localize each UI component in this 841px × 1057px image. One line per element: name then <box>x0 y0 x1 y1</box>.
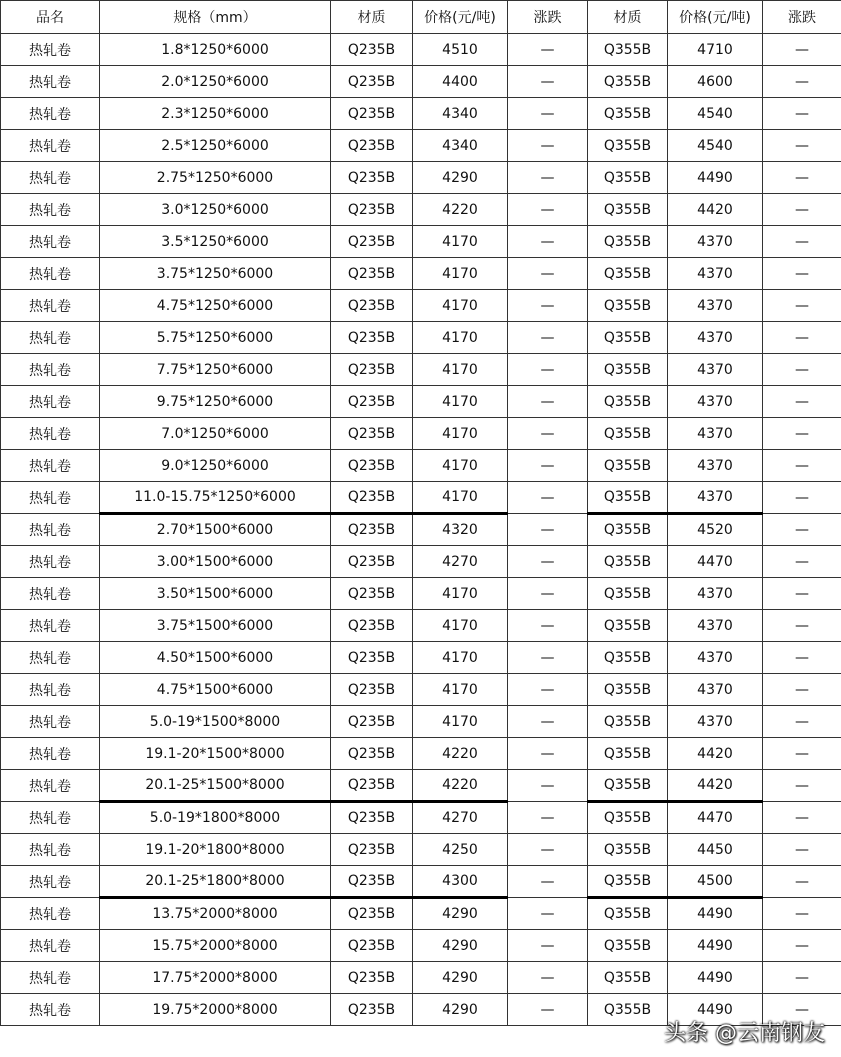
cell-spec: 3.00*1500*6000 <box>100 546 331 578</box>
header-material-1: 材质 <box>331 1 413 34</box>
cell-change-2: — <box>763 418 841 450</box>
cell-spec: 1.8*1250*6000 <box>100 34 331 66</box>
cell-spec: 9.0*1250*6000 <box>100 450 331 482</box>
cell-material-2: Q355B <box>588 258 668 290</box>
cell-spec: 2.70*1500*6000 <box>100 514 331 546</box>
cell-change-1: — <box>508 706 588 738</box>
cell-change-2: — <box>763 706 841 738</box>
cell-change-1: — <box>508 66 588 98</box>
cell-product: 热轧卷 <box>1 162 100 194</box>
cell-change-2: — <box>763 578 841 610</box>
cell-material-2: Q355B <box>588 130 668 162</box>
cell-material-1: Q235B <box>331 194 413 226</box>
cell-price-1: 4270 <box>413 802 508 834</box>
cell-change-2: — <box>763 930 841 962</box>
cell-material-1: Q235B <box>331 610 413 642</box>
cell-price-1: 4340 <box>413 130 508 162</box>
cell-change-1: — <box>508 194 588 226</box>
cell-spec: 4.75*1500*6000 <box>100 674 331 706</box>
table-row <box>1 354 841 386</box>
cell-change-2: — <box>763 642 841 674</box>
cell-material-1: Q235B <box>331 162 413 194</box>
cell-spec: 5.0-19*1800*8000 <box>100 802 331 834</box>
cell-spec: 2.3*1250*6000 <box>100 98 331 130</box>
cell-product: 热轧卷 <box>1 194 100 226</box>
cell-price-2: 4470 <box>668 546 763 578</box>
cell-material-2: Q355B <box>588 866 668 898</box>
cell-change-1: — <box>508 130 588 162</box>
cell-product: 热轧卷 <box>1 642 100 674</box>
cell-spec: 20.1-25*1500*8000 <box>100 770 331 802</box>
table-row <box>1 738 841 770</box>
cell-price-1: 4170 <box>413 610 508 642</box>
cell-material-2: Q355B <box>588 514 668 546</box>
cell-material-2: Q355B <box>588 98 668 130</box>
table-row <box>1 546 841 578</box>
cell-product: 热轧卷 <box>1 770 100 802</box>
cell-spec: 11.0-15.75*1250*6000 <box>100 482 331 514</box>
cell-product: 热轧卷 <box>1 514 100 546</box>
cell-price-2: 4490 <box>668 898 763 930</box>
cell-price-2: 4370 <box>668 322 763 354</box>
cell-spec: 5.75*1250*6000 <box>100 322 331 354</box>
cell-product: 热轧卷 <box>1 898 100 930</box>
cell-change-1: — <box>508 514 588 546</box>
cell-spec: 19.1-20*1500*8000 <box>100 738 331 770</box>
cell-change-2: — <box>763 546 841 578</box>
cell-spec: 19.75*2000*8000 <box>100 994 331 1026</box>
cell-price-2: 4370 <box>668 482 763 514</box>
cell-price-1: 4220 <box>413 770 508 802</box>
cell-spec: 15.75*2000*8000 <box>100 930 331 962</box>
cell-change-1: — <box>508 738 588 770</box>
cell-material-1: Q235B <box>331 770 413 802</box>
cell-material-1: Q235B <box>331 258 413 290</box>
cell-change-1: — <box>508 386 588 418</box>
cell-change-1: — <box>508 162 588 194</box>
cell-change-2: — <box>763 802 841 834</box>
cell-price-1: 4290 <box>413 994 508 1026</box>
cell-change-2: — <box>763 514 841 546</box>
cell-material-1: Q235B <box>331 962 413 994</box>
cell-product: 热轧卷 <box>1 546 100 578</box>
cell-change-1: — <box>508 322 588 354</box>
cell-price-2: 4490 <box>668 930 763 962</box>
table-row <box>1 34 841 66</box>
cell-material-1: Q235B <box>331 834 413 866</box>
cell-material-1: Q235B <box>331 578 413 610</box>
table-row <box>1 194 841 226</box>
cell-product: 热轧卷 <box>1 930 100 962</box>
cell-material-1: Q235B <box>331 66 413 98</box>
cell-product: 热轧卷 <box>1 834 100 866</box>
cell-price-2: 4370 <box>668 290 763 322</box>
cell-spec: 4.75*1250*6000 <box>100 290 331 322</box>
cell-price-1: 4290 <box>413 930 508 962</box>
cell-change-1: — <box>508 546 588 578</box>
cell-price-2: 4420 <box>668 738 763 770</box>
cell-price-1: 4170 <box>413 322 508 354</box>
cell-price-1: 4170 <box>413 258 508 290</box>
header-row <box>1 1 841 34</box>
cell-price-1: 4170 <box>413 386 508 418</box>
cell-material-1: Q235B <box>331 418 413 450</box>
cell-product: 热轧卷 <box>1 866 100 898</box>
cell-change-2: — <box>763 482 841 514</box>
cell-change-1: — <box>508 898 588 930</box>
cell-price-1: 4510 <box>413 34 508 66</box>
cell-spec: 4.50*1500*6000 <box>100 642 331 674</box>
cell-change-2: — <box>763 994 841 1026</box>
cell-product: 热轧卷 <box>1 258 100 290</box>
cell-material-2: Q355B <box>588 546 668 578</box>
cell-change-2: — <box>763 450 841 482</box>
cell-material-1: Q235B <box>331 290 413 322</box>
cell-price-1: 4170 <box>413 578 508 610</box>
table-row <box>1 322 841 354</box>
cell-price-1: 4170 <box>413 226 508 258</box>
cell-price-2: 4370 <box>668 578 763 610</box>
cell-material-2: Q355B <box>588 706 668 738</box>
table-row <box>1 66 841 98</box>
cell-material-1: Q235B <box>331 642 413 674</box>
cell-price-1: 4340 <box>413 98 508 130</box>
cell-change-2: — <box>763 674 841 706</box>
header-price-1: 价格(元/吨) <box>413 1 508 34</box>
table-row <box>1 386 841 418</box>
cell-product: 热轧卷 <box>1 66 100 98</box>
cell-change-2: — <box>763 962 841 994</box>
cell-material-1: Q235B <box>331 386 413 418</box>
header-price-2: 价格(元/吨) <box>668 1 763 34</box>
cell-price-2: 4370 <box>668 610 763 642</box>
cell-material-1: Q235B <box>331 514 413 546</box>
table-row <box>1 962 841 994</box>
cell-change-2: — <box>763 130 841 162</box>
cell-change-1: — <box>508 802 588 834</box>
cell-change-1: — <box>508 34 588 66</box>
cell-change-2: — <box>763 354 841 386</box>
cell-spec: 3.0*1250*6000 <box>100 194 331 226</box>
cell-material-2: Q355B <box>588 418 668 450</box>
cell-price-1: 4170 <box>413 642 508 674</box>
cell-change-1: — <box>508 930 588 962</box>
cell-change-1: — <box>508 770 588 802</box>
cell-price-2: 4370 <box>668 674 763 706</box>
cell-product: 热轧卷 <box>1 354 100 386</box>
cell-material-1: Q235B <box>331 706 413 738</box>
cell-price-2: 4370 <box>668 706 763 738</box>
cell-change-2: — <box>763 258 841 290</box>
cell-material-2: Q355B <box>588 578 668 610</box>
cell-price-2: 4500 <box>668 866 763 898</box>
table-row <box>1 930 841 962</box>
cell-price-1: 4300 <box>413 866 508 898</box>
cell-price-2: 4600 <box>668 66 763 98</box>
cell-material-1: Q235B <box>331 930 413 962</box>
cell-spec: 17.75*2000*8000 <box>100 962 331 994</box>
cell-change-2: — <box>763 834 841 866</box>
cell-material-2: Q355B <box>588 930 668 962</box>
cell-product: 热轧卷 <box>1 674 100 706</box>
cell-product: 热轧卷 <box>1 386 100 418</box>
cell-change-2: — <box>763 610 841 642</box>
cell-price-1: 4170 <box>413 674 508 706</box>
cell-price-2: 4370 <box>668 258 763 290</box>
cell-price-1: 4170 <box>413 706 508 738</box>
cell-material-2: Q355B <box>588 898 668 930</box>
cell-material-1: Q235B <box>331 34 413 66</box>
cell-product: 热轧卷 <box>1 802 100 834</box>
cell-change-1: — <box>508 450 588 482</box>
cell-price-2: 4370 <box>668 226 763 258</box>
table-row <box>1 226 841 258</box>
cell-material-2: Q355B <box>588 994 668 1026</box>
cell-change-2: — <box>763 226 841 258</box>
cell-spec: 3.75*1500*6000 <box>100 610 331 642</box>
table-row <box>1 802 841 834</box>
cell-price-1: 4400 <box>413 66 508 98</box>
cell-price-2: 4370 <box>668 642 763 674</box>
cell-price-1: 4170 <box>413 290 508 322</box>
cell-change-1: — <box>508 642 588 674</box>
cell-spec: 2.0*1250*6000 <box>100 66 331 98</box>
cell-price-1: 4170 <box>413 418 508 450</box>
cell-material-2: Q355B <box>588 290 668 322</box>
cell-price-1: 4170 <box>413 482 508 514</box>
cell-price-1: 4170 <box>413 450 508 482</box>
cell-price-2: 4370 <box>668 386 763 418</box>
cell-change-1: — <box>508 610 588 642</box>
cell-change-2: — <box>763 386 841 418</box>
header-change-1: 涨跌 <box>508 1 588 34</box>
cell-spec: 2.75*1250*6000 <box>100 162 331 194</box>
cell-spec: 3.50*1500*6000 <box>100 578 331 610</box>
table-row <box>1 130 841 162</box>
table-row <box>1 98 841 130</box>
table-row <box>1 162 841 194</box>
cell-product: 热轧卷 <box>1 290 100 322</box>
table-row <box>1 866 841 898</box>
cell-price-1: 4320 <box>413 514 508 546</box>
cell-change-1: — <box>508 290 588 322</box>
cell-product: 热轧卷 <box>1 226 100 258</box>
table-row <box>1 642 841 674</box>
header-change-2: 涨跌 <box>763 1 841 34</box>
cell-material-2: Q355B <box>588 34 668 66</box>
cell-material-1: Q235B <box>331 802 413 834</box>
cell-price-2: 4540 <box>668 98 763 130</box>
cell-price-2: 4490 <box>668 162 763 194</box>
cell-change-1: — <box>508 994 588 1026</box>
cell-material-2: Q355B <box>588 738 668 770</box>
cell-price-2: 4540 <box>668 130 763 162</box>
cell-material-1: Q235B <box>331 322 413 354</box>
cell-product: 热轧卷 <box>1 706 100 738</box>
cell-material-1: Q235B <box>331 130 413 162</box>
cell-price-2: 4520 <box>668 514 763 546</box>
table-row <box>1 258 841 290</box>
cell-material-2: Q355B <box>588 66 668 98</box>
table-row <box>1 450 841 482</box>
cell-change-2: — <box>763 866 841 898</box>
cell-spec: 13.75*2000*8000 <box>100 898 331 930</box>
cell-change-1: — <box>508 482 588 514</box>
cell-material-1: Q235B <box>331 354 413 386</box>
cell-material-2: Q355B <box>588 610 668 642</box>
cell-product: 热轧卷 <box>1 130 100 162</box>
table-row <box>1 482 841 514</box>
cell-product: 热轧卷 <box>1 322 100 354</box>
table-row <box>1 898 841 930</box>
cell-material-1: Q235B <box>331 482 413 514</box>
cell-price-2: 4450 <box>668 834 763 866</box>
cell-price-2: 4470 <box>668 802 763 834</box>
cell-change-2: — <box>763 898 841 930</box>
cell-change-1: — <box>508 418 588 450</box>
cell-change-2: — <box>763 34 841 66</box>
cell-material-2: Q355B <box>588 642 668 674</box>
cell-change-1: — <box>508 834 588 866</box>
cell-material-1: Q235B <box>331 674 413 706</box>
cell-change-1: — <box>508 258 588 290</box>
cell-change-1: — <box>508 866 588 898</box>
cell-product: 热轧卷 <box>1 994 100 1026</box>
cell-change-2: — <box>763 194 841 226</box>
cell-price-2: 4490 <box>668 994 763 1026</box>
table-row <box>1 770 841 802</box>
cell-price-1: 4220 <box>413 738 508 770</box>
cell-change-1: — <box>508 578 588 610</box>
cell-change-2: — <box>763 770 841 802</box>
cell-product: 热轧卷 <box>1 418 100 450</box>
cell-spec: 3.75*1250*6000 <box>100 258 331 290</box>
cell-price-2: 4370 <box>668 450 763 482</box>
cell-material-2: Q355B <box>588 322 668 354</box>
cell-material-2: Q355B <box>588 962 668 994</box>
cell-material-2: Q355B <box>588 450 668 482</box>
header-product: 品名 <box>1 1 100 34</box>
cell-product: 热轧卷 <box>1 98 100 130</box>
watermark: 头条 @云南钢友 <box>664 1021 825 1046</box>
cell-change-1: — <box>508 354 588 386</box>
cell-spec: 2.5*1250*6000 <box>100 130 331 162</box>
table-row <box>1 578 841 610</box>
cell-change-2: — <box>763 738 841 770</box>
cell-spec: 19.1-20*1800*8000 <box>100 834 331 866</box>
cell-price-2: 4370 <box>668 418 763 450</box>
cell-change-2: — <box>763 322 841 354</box>
cell-price-1: 4220 <box>413 194 508 226</box>
cell-change-2: — <box>763 290 841 322</box>
cell-material-2: Q355B <box>588 482 668 514</box>
cell-product: 热轧卷 <box>1 578 100 610</box>
cell-material-1: Q235B <box>331 898 413 930</box>
cell-product: 热轧卷 <box>1 482 100 514</box>
cell-change-2: — <box>763 162 841 194</box>
table-row <box>1 290 841 322</box>
cell-product: 热轧卷 <box>1 610 100 642</box>
cell-spec: 7.75*1250*6000 <box>100 354 331 386</box>
cell-price-1: 4270 <box>413 546 508 578</box>
cell-product: 热轧卷 <box>1 962 100 994</box>
cell-change-1: — <box>508 962 588 994</box>
cell-price-2: 4490 <box>668 962 763 994</box>
cell-spec: 5.0-19*1500*8000 <box>100 706 331 738</box>
cell-price-2: 4420 <box>668 194 763 226</box>
cell-material-1: Q235B <box>331 450 413 482</box>
cell-spec: 20.1-25*1800*8000 <box>100 866 331 898</box>
cell-material-1: Q235B <box>331 994 413 1026</box>
table-row <box>1 706 841 738</box>
cell-price-1: 4290 <box>413 962 508 994</box>
cell-material-1: Q235B <box>331 738 413 770</box>
cell-material-1: Q235B <box>331 98 413 130</box>
table-row <box>1 834 841 866</box>
table-row <box>1 418 841 450</box>
cell-product: 热轧卷 <box>1 34 100 66</box>
table-row <box>1 610 841 642</box>
cell-change-2: — <box>763 98 841 130</box>
cell-material-1: Q235B <box>331 866 413 898</box>
cell-material-2: Q355B <box>588 386 668 418</box>
cell-spec: 7.0*1250*6000 <box>100 418 331 450</box>
cell-price-1: 4250 <box>413 834 508 866</box>
cell-material-2: Q355B <box>588 674 668 706</box>
cell-product: 热轧卷 <box>1 738 100 770</box>
table-row <box>1 674 841 706</box>
cell-material-2: Q355B <box>588 194 668 226</box>
cell-change-1: — <box>508 674 588 706</box>
cell-material-1: Q235B <box>331 226 413 258</box>
header-material-2: 材质 <box>588 1 668 34</box>
table-row <box>1 514 841 546</box>
cell-product: 热轧卷 <box>1 450 100 482</box>
cell-change-1: — <box>508 98 588 130</box>
cell-price-2: 4710 <box>668 34 763 66</box>
cell-material-2: Q355B <box>588 354 668 386</box>
cell-price-1: 4290 <box>413 898 508 930</box>
cell-change-1: — <box>508 226 588 258</box>
cell-price-1: 4290 <box>413 162 508 194</box>
cell-material-2: Q355B <box>588 802 668 834</box>
cell-material-2: Q355B <box>588 162 668 194</box>
cell-change-2: — <box>763 66 841 98</box>
cell-material-2: Q355B <box>588 226 668 258</box>
cell-spec: 9.75*1250*6000 <box>100 386 331 418</box>
cell-material-2: Q355B <box>588 770 668 802</box>
cell-material-2: Q355B <box>588 834 668 866</box>
cell-material-1: Q235B <box>331 546 413 578</box>
header-spec: 规格（mm） <box>100 1 331 34</box>
cell-price-2: 4420 <box>668 770 763 802</box>
cell-price-1: 4170 <box>413 354 508 386</box>
cell-price-2: 4370 <box>668 354 763 386</box>
cell-spec: 3.5*1250*6000 <box>100 226 331 258</box>
